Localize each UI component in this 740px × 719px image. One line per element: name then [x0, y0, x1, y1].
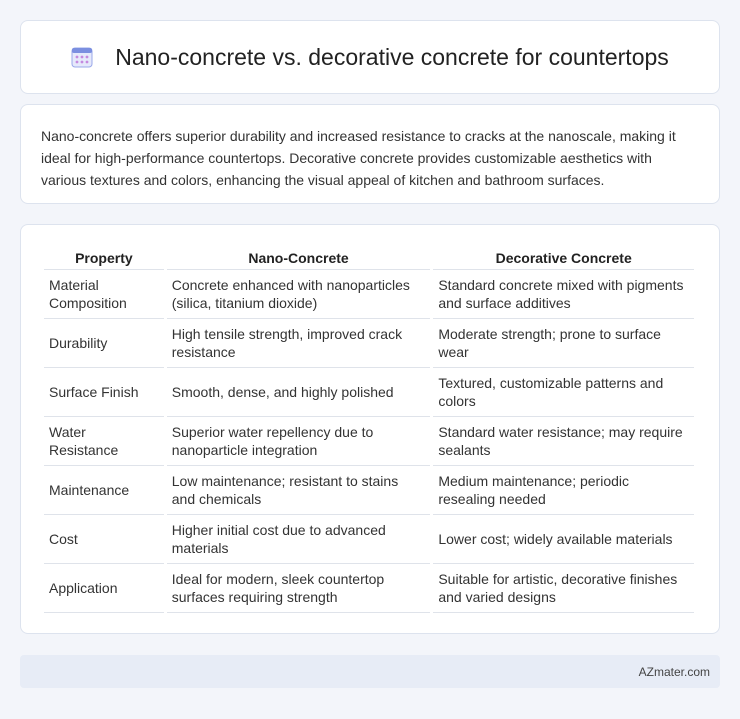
table-header-row	[44, 245, 694, 270]
nano-concrete-cell: High tensile strength, improved crack resistance	[167, 319, 431, 368]
decorative-concrete-cell: Medium maintenance; periodic resealing needed	[433, 466, 694, 515]
description-card	[20, 104, 720, 204]
column-header-nano-concrete: Nano-Concrete	[167, 245, 431, 270]
decorative-concrete-cell: Lower cost; widely available materials	[433, 515, 694, 564]
decorative-concrete-cell: Moderate strength; prone to surface wear	[433, 319, 694, 368]
property-cell: Durability	[44, 319, 164, 368]
nano-concrete-cell: Low maintenance; resistant to stains and chemicals	[167, 466, 431, 515]
table-row	[44, 368, 694, 417]
column-header-property: Property	[44, 245, 164, 270]
table-row	[44, 270, 694, 319]
property-cell: Application	[44, 564, 164, 613]
table-row	[44, 417, 694, 466]
table-row	[44, 564, 694, 613]
table-row	[44, 515, 694, 564]
property-cell: Water Resistance	[44, 417, 164, 466]
table-row	[44, 319, 694, 368]
comparison-table-card	[20, 224, 720, 634]
property-cell: Maintenance	[44, 466, 164, 515]
footer	[20, 655, 720, 688]
property-cell: Material Composition	[44, 270, 164, 319]
nano-concrete-cell: Concrete enhanced with nanoparticles (silica, titanium dioxide)	[167, 270, 431, 319]
property-cell: Cost	[44, 515, 164, 564]
footer-brand: AZmater.com	[638, 664, 710, 679]
page-title: Nano-concrete vs. decorative concrete for countertops	[115, 43, 669, 70]
nano-concrete-cell: Smooth, dense, and highly polished	[167, 368, 431, 417]
decorative-concrete-cell: Standard water resistance; may require sealants	[433, 417, 694, 466]
decorative-concrete-cell: Suitable for artistic, decorative finishes and varied designs	[433, 564, 694, 613]
nano-concrete-cell: Higher initial cost due to advanced materials	[167, 515, 431, 564]
nano-concrete-cell: Superior water repellency due to nanoparticle integration	[167, 417, 431, 466]
description-text: Nano-concrete offers superior durability and increased resistance to cracks at the nanoscale, making it ideal for high-performance countertops. Decorative concrete provides customizable aesthetics with various textures and colors, enhancing the visual appeal of kitchen and bathroom surfaces.	[41, 128, 676, 188]
title-card	[20, 20, 720, 94]
column-header-decorative-concrete: Decorative Concrete	[433, 245, 694, 270]
table-row	[44, 466, 694, 515]
decorative-concrete-cell: Standard concrete mixed with pigments and surface additives	[433, 270, 694, 319]
calendar-icon	[71, 46, 93, 68]
property-cell: Surface Finish	[44, 368, 164, 417]
comparison-table	[41, 245, 697, 613]
nano-concrete-cell: Ideal for modern, sleek countertop surfaces requiring strength	[167, 564, 431, 613]
decorative-concrete-cell: Textured, customizable patterns and colors	[433, 368, 694, 417]
